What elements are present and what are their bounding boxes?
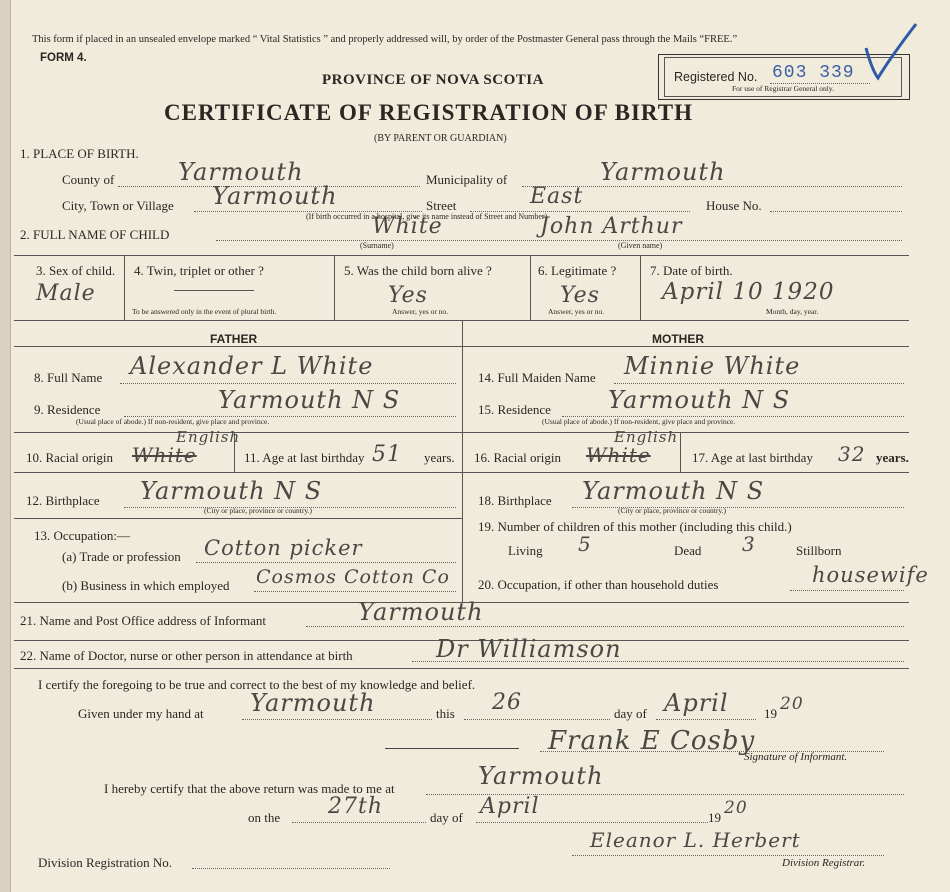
twin-label: 4. Twin, triplet or other ? <box>134 263 264 278</box>
mother-age: 32 <box>838 442 866 466</box>
father-occupation-label: 13. Occupation:— <box>34 528 131 543</box>
father-name-label: 8. Full Name <box>34 370 103 385</box>
informant-signature-caption: Signature of Informant. <box>744 751 848 763</box>
father-racial-label: 10. Racial origin <box>26 450 114 465</box>
mother-heading: MOTHER <box>652 332 704 346</box>
given-month: April <box>664 689 729 717</box>
child-given-name: John Arthur <box>540 214 683 239</box>
informant-label: 21. Name and Post Office address of Informant <box>20 613 266 628</box>
mother-residence-label: 15. Residence <box>478 402 551 417</box>
mother-racial-origin: English <box>614 428 679 446</box>
child-name-label: 2. FULL NAME OF CHILD <box>20 227 170 242</box>
return-day-of-label: day of <box>430 810 463 825</box>
city-label: City, Town or Village <box>62 198 174 213</box>
mother-racial-label: 16. Racial origin <box>474 450 562 465</box>
given-place: Yarmouth <box>250 689 376 717</box>
sex-label: 3. Sex of child. <box>36 263 116 278</box>
registered-number: 603 339 <box>772 63 855 83</box>
return-place: Yarmouth <box>478 762 604 790</box>
father-residence: Yarmouth N S <box>218 386 401 414</box>
alive-value: Yes <box>388 283 428 308</box>
dob-label: 7. Date of birth. <box>650 263 733 278</box>
mother-residence-caption: (Usual place of abode.) If non-resident, give place and province. <box>542 417 736 426</box>
mother-occupation: housewife <box>812 563 929 587</box>
children-count-label: 19. Number of children of this mother (including this child.) <box>478 519 792 534</box>
stillborn-label: Stillborn <box>796 543 842 558</box>
hospital-note: (If birth occurred in a hospital, give its name instead of Street and Number) <box>306 212 548 221</box>
return-month: April <box>480 794 540 819</box>
father-name: Alexander L White <box>130 352 374 380</box>
living-label: Living <box>508 543 543 558</box>
registrar-signature: Eleanor L. Herbert <box>590 828 801 852</box>
house-number-label: House No. <box>706 198 762 213</box>
paper-edge <box>0 0 11 892</box>
mother-name-label: 14. Full Maiden Name <box>478 370 596 385</box>
given-day: 26 <box>492 690 522 715</box>
twin-note: To be answered only in the event of plural birth. <box>132 307 277 316</box>
surname-caption: (Surname) <box>360 241 394 250</box>
city-value: Yarmouth <box>212 182 338 210</box>
mailing-notice: This form if placed in an unsealed envelope marked “ Vital Statistics ” and properly addressed will, by order of the Postmaster General pass through the Mails “FREE.” <box>32 34 738 45</box>
alive-caption: Answer, yes or no. <box>392 307 449 316</box>
father-age: 51 <box>372 442 402 467</box>
alive-label: 5. Was the child born alive ? <box>344 263 492 278</box>
certify-statement: I certify the foregoing to be true and correct to the best of my knowledge and belief. <box>38 677 476 692</box>
county-label: County of <box>62 172 115 187</box>
given-at-label: Given under my hand at <box>78 706 204 721</box>
business-value: Cosmos Cotton Co <box>256 566 450 588</box>
return-year-suffix: 20 <box>724 798 748 818</box>
municipality-label: Municipality of <box>426 172 508 187</box>
mother-birthplace: Yarmouth N S <box>582 477 765 505</box>
dob-caption: Month, day, year. <box>766 307 819 316</box>
mother-years: years. <box>876 450 909 465</box>
child-surname: White <box>372 214 443 239</box>
registered-note: For use of Registrar General only. <box>732 84 834 93</box>
living-value: 5 <box>578 532 592 556</box>
return-label: I hereby certify that the above return was made to me at <box>104 781 395 796</box>
given-name-caption: (Given name) <box>618 241 663 250</box>
given-year-prefix: 19 <box>764 706 777 721</box>
on-the-label: on the <box>248 810 281 825</box>
father-racial-origin: English <box>176 428 241 446</box>
father-years: years. <box>424 450 455 465</box>
father-birthplace-label: 12. Birthplace <box>26 493 100 508</box>
father-birthplace: Yarmouth N S <box>140 477 323 505</box>
twin-blank <box>174 290 254 291</box>
dob-value: April 10 1920 <box>662 279 835 305</box>
mother-occupation-label: 20. Occupation, if other than household duties <box>478 577 719 592</box>
day-of-label: day of <box>614 706 647 721</box>
place-of-birth-label: 1. PLACE OF BIRTH. <box>20 146 139 161</box>
dead-label: Dead <box>674 543 702 558</box>
registrar-caption: Division Registrar. <box>782 857 866 869</box>
doctor-label: 22. Name of Doctor, nurse or other person in attendance at birth <box>20 648 353 663</box>
form-number: FORM 4. <box>40 52 87 64</box>
father-age-label: 11. Age at last birthday <box>244 450 365 465</box>
legitimate-value: Yes <box>560 283 600 308</box>
father-birthplace-caption: (City or place, province or country.) <box>204 506 313 515</box>
page-title: CERTIFICATE OF REGISTRATION OF BIRTH <box>164 100 693 125</box>
mother-birthplace-caption: (City or place, province or country.) <box>618 506 727 515</box>
legitimate-caption: Answer, yes or no. <box>548 307 605 316</box>
informant-value: Yarmouth <box>358 598 484 626</box>
this-label: this <box>436 706 455 721</box>
trade-label: (a) Trade or profession <box>62 549 181 564</box>
father-racial-struck: White <box>132 443 197 467</box>
mother-name: Minnie White <box>624 352 801 380</box>
street-value: East <box>530 184 584 209</box>
father-residence-label: 9. Residence <box>34 402 101 417</box>
business-label: (b) Business in which employed <box>62 578 230 593</box>
legitimate-label: 6. Legitimate ? <box>538 263 617 278</box>
father-heading: FATHER <box>210 332 258 346</box>
return-day: 27th <box>328 794 384 819</box>
return-year-prefix: 19 <box>708 810 721 825</box>
mother-age-label: 17. Age at last birthday <box>692 450 813 465</box>
page-subtitle: (BY PARENT OR GUARDIAN) <box>374 133 507 144</box>
dead-value: 3 <box>742 532 756 556</box>
street-label: Street <box>426 198 457 213</box>
mother-birthplace-label: 18. Birthplace <box>478 493 552 508</box>
mother-residence: Yarmouth N S <box>608 386 791 414</box>
registered-label: Registered No. <box>674 70 758 84</box>
division-registration-label: Division Registration No. <box>38 855 172 870</box>
trade-value: Cotton picker <box>204 536 363 560</box>
check-mark-icon <box>860 20 920 84</box>
municipality-value: Yarmouth <box>600 158 726 186</box>
informant-signature: Frank E Cosby <box>548 726 756 756</box>
doctor-value: Dr Williamson <box>436 635 622 663</box>
mother-racial-struck: White <box>586 443 651 467</box>
blank-signature-line <box>385 748 519 749</box>
county-value: Yarmouth <box>178 158 304 186</box>
province-heading: PROVINCE OF NOVA SCOTIA <box>322 72 544 88</box>
father-residence-caption: (Usual place of abode.) If non-resident, give place and province. <box>76 417 270 426</box>
sex-value: Male <box>36 281 96 306</box>
given-year-suffix: 20 <box>780 694 804 714</box>
